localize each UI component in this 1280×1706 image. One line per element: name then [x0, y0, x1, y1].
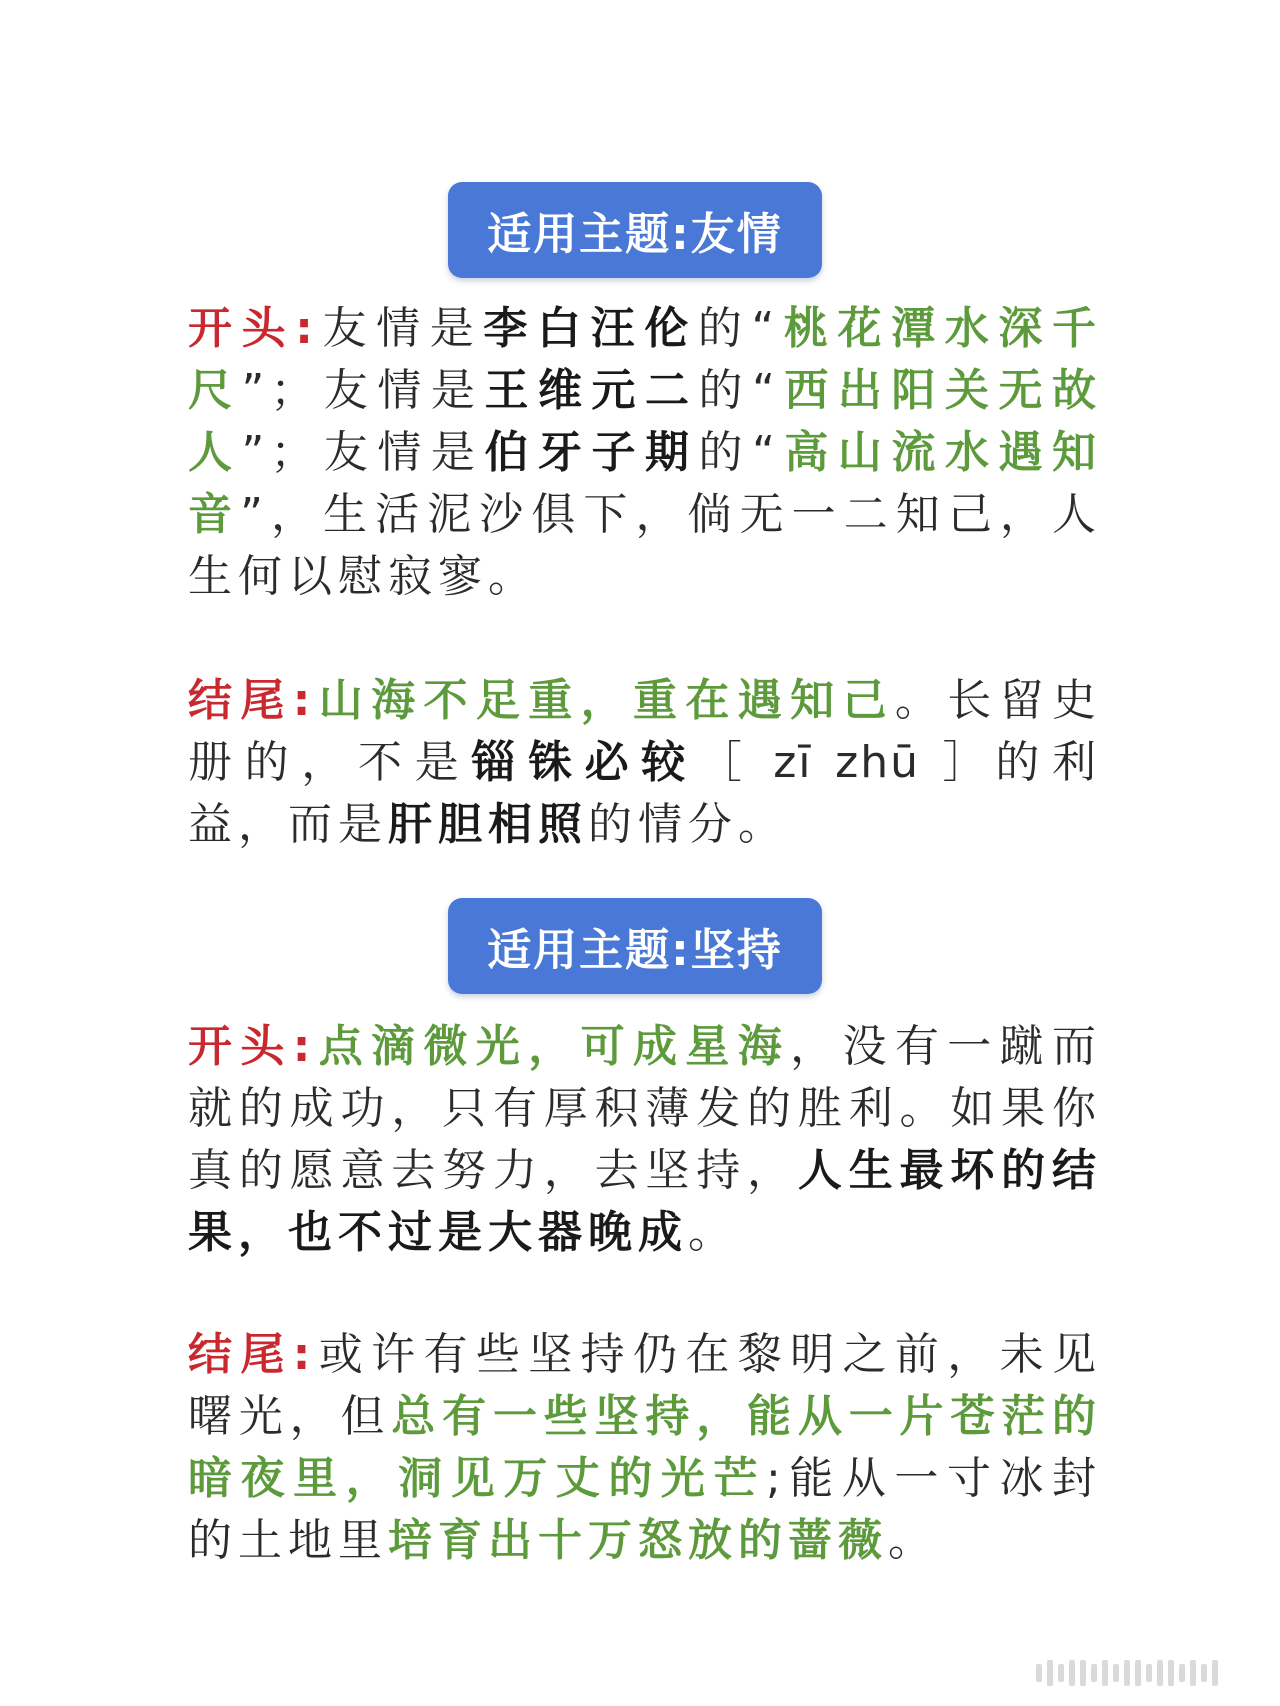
- bold-sentence: 人生最坏的结果，也不过是大器晚成: [188, 1145, 1103, 1258]
- text-run: 。长留史册的，不是: [188, 675, 1103, 788]
- text-run: 的“: [697, 303, 781, 354]
- opening-label: 开头:: [188, 1021, 317, 1072]
- perseverance-opening-paragraph: [188, 1016, 1102, 1264]
- topic-banner-title: 适用主题:友情: [487, 209, 783, 260]
- highlight-quote: 培育出十万怒放的蔷薇: [388, 1515, 888, 1566]
- bold-idiom: 锱铢必较: [471, 737, 698, 788]
- opening-label: 开头:: [188, 303, 319, 354]
- topic-banner-perseverance: [448, 898, 822, 994]
- text-run: 的利益，而是: [188, 737, 1102, 850]
- highlight-quote: 总有一些坚持，能从一片苍茫的暗夜里，洞见万丈的光芒: [188, 1391, 1103, 1504]
- bold-idiom: 肝胆相照: [388, 799, 588, 850]
- bold-name: 王维元二: [484, 365, 699, 416]
- friendship-ending-paragraph: [188, 670, 1102, 856]
- poem-quote: 高山流水遇知音: [188, 427, 1103, 540]
- text-run: ”；友情是: [241, 427, 485, 478]
- text-run: ”，生活泥沙俱下，倘无一二知己，人生何以慰寂寥。: [188, 489, 1103, 602]
- topic-banner-friendship: [448, 182, 822, 278]
- text-run: 的情分。: [588, 799, 788, 850]
- topic-banner-title: 适用主题:坚持: [487, 925, 783, 976]
- text-run: 或许有些坚持仍在黎明之前，未见曙光，但: [188, 1329, 1102, 1442]
- text-run: ”；友情是: [241, 365, 485, 416]
- text-run: 的“: [698, 365, 781, 416]
- ending-label: 结尾:: [188, 1329, 317, 1380]
- poem-quote: 桃花潭水深千尺: [188, 303, 1103, 416]
- bold-name: 伯牙子期: [484, 427, 699, 478]
- watermark-logo: [1036, 1656, 1270, 1690]
- ending-label: 结尾:: [188, 675, 317, 726]
- bold-name: 李白汪伦: [483, 303, 698, 354]
- text-run: 。: [888, 1515, 938, 1566]
- text-run: ;能从一寸冰封的土地里: [188, 1453, 1102, 1566]
- text-run: 的“: [698, 427, 781, 478]
- text-run: ，没有一蹴而就的成功，只有厚积薄发的胜利。如果你真的愿意去努力，去坚持，: [188, 1021, 1103, 1196]
- text-run: 友情是: [318, 303, 484, 354]
- poem-quote: 西出阳关无故人: [188, 365, 1103, 478]
- perseverance-ending-paragraph: [188, 1324, 1102, 1572]
- text-run: 。: [688, 1207, 738, 1258]
- friendship-opening-paragraph: [188, 298, 1102, 608]
- highlight-quote: 山海不足重，重在遇知己: [316, 675, 895, 726]
- highlight-quote: 点滴微光，可成星海: [316, 1021, 791, 1072]
- pinyin-annotation: ［ zī zhū ］: [697, 737, 996, 788]
